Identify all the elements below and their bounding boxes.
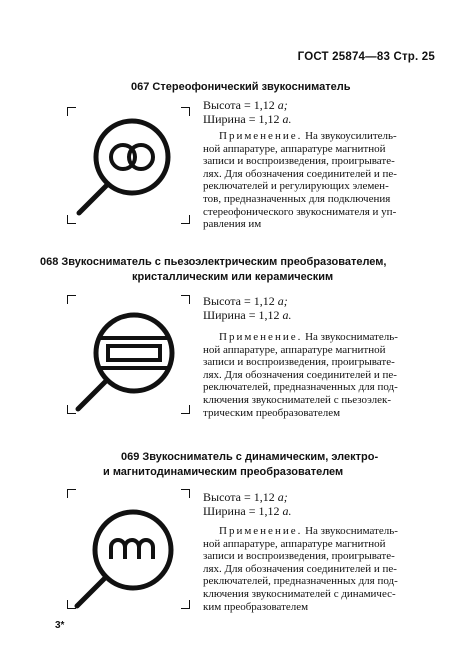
height-unit: a; [277, 294, 288, 308]
desc-line: ной аппаратуре, аппаратуре магнитной [203, 537, 386, 550]
width-unit: a. [282, 504, 292, 518]
desc-line: лях. Для обозначения соединителей и пе- [203, 368, 397, 381]
width-label: Ширина = 1,12 [203, 504, 280, 518]
desc-line: реключателей, предназначенных для под- [203, 381, 398, 394]
desc-line: На звукосниматель- [305, 331, 398, 343]
width-unit: a. [282, 112, 292, 126]
desc-line: записи и воспроизведения, проигрывате- [203, 155, 395, 168]
desc-line: равления им [203, 218, 262, 231]
desc-line: На звукосниматель- [305, 525, 398, 537]
usage-label: Применение. [219, 130, 303, 142]
desc-line: ной аппаратуре, аппаратуре магнитной [203, 142, 386, 155]
desc-line: ключения звукоснимателей с динамичес- [203, 587, 396, 600]
desc-line: На звукоусилитель- [305, 130, 397, 142]
section-068-title-line-1: 068 Звукосниматель с пьезоэлектрическим преобразователем, [40, 256, 387, 268]
section-067-title: 067 Стереофонический звукосниматель [131, 81, 351, 93]
dynamic-pickup-icon [62, 492, 192, 614]
page-header: ГОСТ 25874—83 Стр. 25 [297, 51, 435, 63]
usage-label: Применение. [219, 525, 303, 537]
usage-label: Применение. [219, 331, 303, 343]
desc-line: записи и воспроизведения, проигрывате- [203, 550, 395, 563]
section-069-title-line-1: 069 Звукосниматель с динамическим, электро- [121, 451, 379, 463]
section-069-params [203, 490, 291, 518]
desc-line: лях. Для обозначения соединителей и пе- [203, 562, 397, 575]
height-label: Высота = 1,12 [203, 490, 275, 504]
page-footer-mark: 3* [55, 620, 65, 631]
width-label: Ширина = 1,12 [203, 112, 280, 126]
section-067-description [203, 130, 397, 231]
section-068-description [203, 331, 398, 419]
height-label: Высота = 1,12 [203, 98, 275, 112]
width-label: Ширина = 1,12 [203, 308, 280, 322]
height-unit: a; [277, 98, 288, 112]
desc-line: реключателей и регулирующих элемен- [203, 180, 389, 193]
section-067-params [203, 98, 291, 126]
desc-line: трическим преобразователем [203, 406, 341, 419]
desc-line: реключателей, предназначенных для под- [203, 575, 398, 588]
height-label: Высота = 1,12 [203, 294, 275, 308]
desc-line: стереофонического звукоснимателя и уп- [203, 205, 397, 218]
section-069-title [103, 450, 378, 480]
section-068-title [40, 255, 386, 285]
section-069-description [203, 525, 398, 613]
section-069-title-line-2: и магнитодинамическим преобразователем [103, 466, 344, 478]
stereo-pickup-icon [62, 104, 192, 226]
width-unit: a. [282, 308, 292, 322]
desc-line: ключения звукоснимателей с пьезоэлек- [203, 393, 392, 406]
desc-line: лях. Для обозначения соединителей и пе- [203, 167, 397, 180]
piezo-pickup-icon [62, 298, 192, 420]
section-068-params [203, 294, 291, 322]
desc-line: тов, предназначенных для подключения [203, 192, 391, 205]
desc-line: записи и воспроизведения, проигрывате- [203, 356, 395, 369]
height-unit: a; [277, 490, 288, 504]
desc-line: ной аппаратуре, аппаратуре магнитной [203, 343, 386, 356]
desc-line: ким преобразователем [203, 600, 309, 613]
section-068-title-line-2: кристаллическим или керамическим [132, 271, 334, 283]
